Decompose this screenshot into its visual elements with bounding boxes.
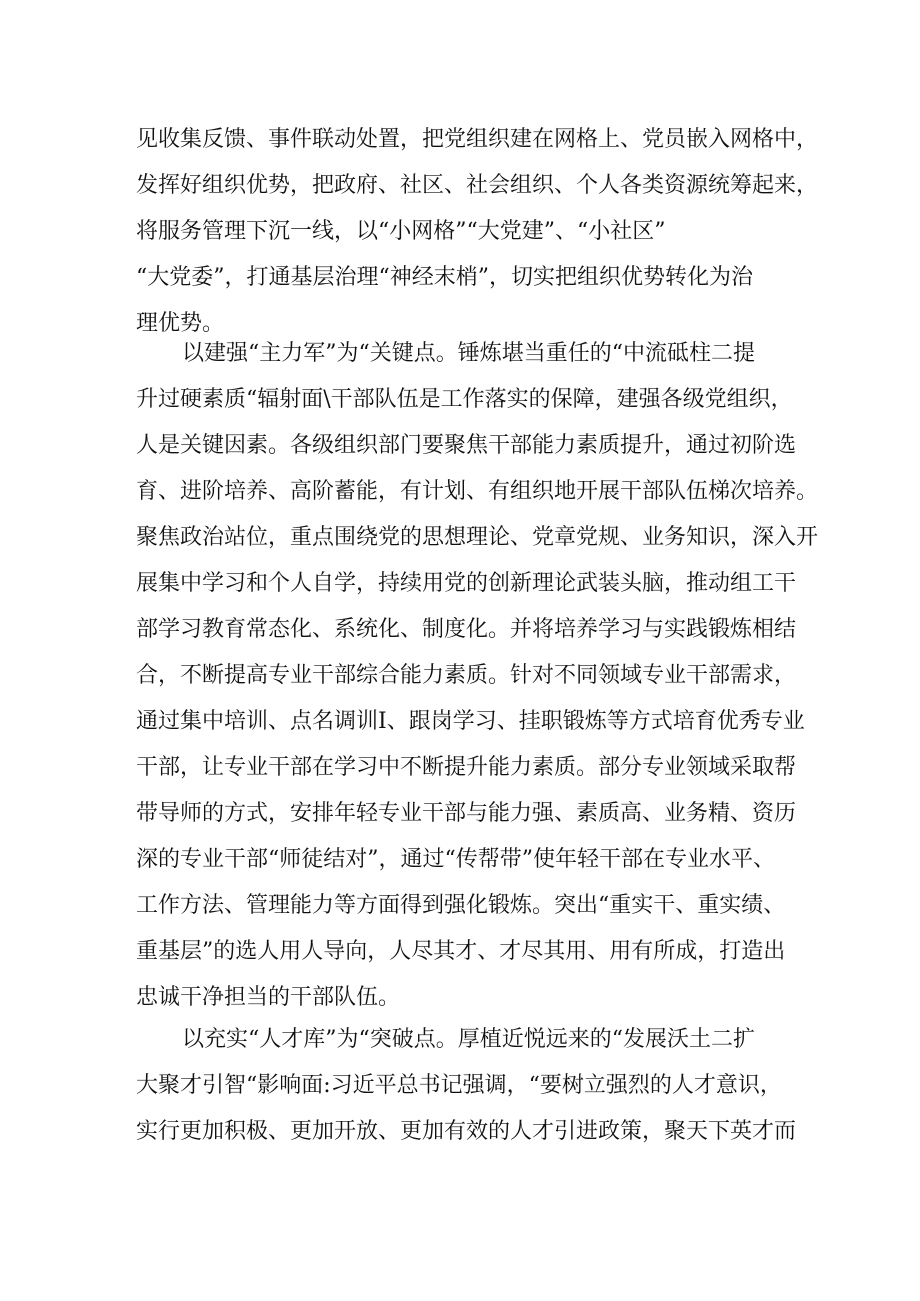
paragraph-first-line: 以建强“主力军”为“关键点。锤炼堪当重任的“中流砥柱二提 (182, 341, 755, 366)
paragraph-first-line: 以充实“人才库”为“突破点。厚植近悦远来的“发展沃土二扩 (182, 1027, 755, 1052)
text-line: 干部，让专业干部在学习中不断提升能力素质。部分专业领域采取帮 (136, 755, 797, 780)
text-line: “大党委”，打通基层治理“神经末梢”，切实把组织优势转化为治 (136, 265, 753, 290)
text-line: 见收集反馈、事件联动处置，把党组织建在网格上、党员嵌入网格中， (136, 127, 819, 152)
text-line: 通过集中培训、点名调训Ⅰ、跟岗学习、挂职锻炼等方式培育优秀专业 (136, 709, 805, 734)
text-line: 聚焦政治站位，重点围绕党的思想理论、党章党规、业务知识，深入开 (136, 525, 819, 550)
text-line: 部学习教育常态化、系统化、制度化。并将培养学习与实践锻炼相结 (136, 617, 797, 642)
text-line: 将服务管理下沉一线，以“小网格”“大党建”、“小社区” (136, 219, 666, 244)
text-line: 带导师的方式，安排年轻专业干部与能力强、素质高、业务精、资历 (136, 801, 797, 826)
text-line: 重基层”的选人用人导向，人尽其才、才尽其用、用有所成，打造出 (136, 939, 786, 964)
text-line: 升过硬素质“辐射面\干部队伍是工作落实的保障，建强各级党组织， (136, 387, 793, 412)
text-line: 人是关键因素。各级组织部门要聚焦干部能力素质提升，通过初阶选 (136, 433, 797, 458)
text-line: 大聚才引智“影响面:习近平总书记强调，“要树立强烈的人才意识， (136, 1073, 782, 1098)
text-line: 工作方法、管理能力等方面得到强化锻炼。突出“重实干、重实绩、 (136, 893, 786, 918)
text-line: 深的专业干部“师徒结对”，通过“传帮带”使年轻干部在专业水平、 (136, 847, 775, 872)
text-line: 合，不断提高专业干部综合能力素质。针对不同领域专业干部需求， (136, 663, 797, 688)
text-line: 理优势。 (136, 311, 225, 336)
text-line: 育、进阶培养、高阶蓄能，有计划、有组织地开展干部队伍梯次培养。 (136, 479, 819, 504)
text-line: 忠诚干净担当的干部队伍。 (136, 985, 401, 1010)
text-line: 发挥好组织优势，把政府、社区、社会组织、个人各类资源统筹起来， (136, 173, 819, 198)
text-line: 实行更加积极、更加开放、更加有效的人才引进政策，聚天下英才而 (136, 1119, 797, 1144)
text-line: 展集中学习和个人自学，持续用党的创新理论武装头脑，推动组工干 (136, 571, 797, 596)
